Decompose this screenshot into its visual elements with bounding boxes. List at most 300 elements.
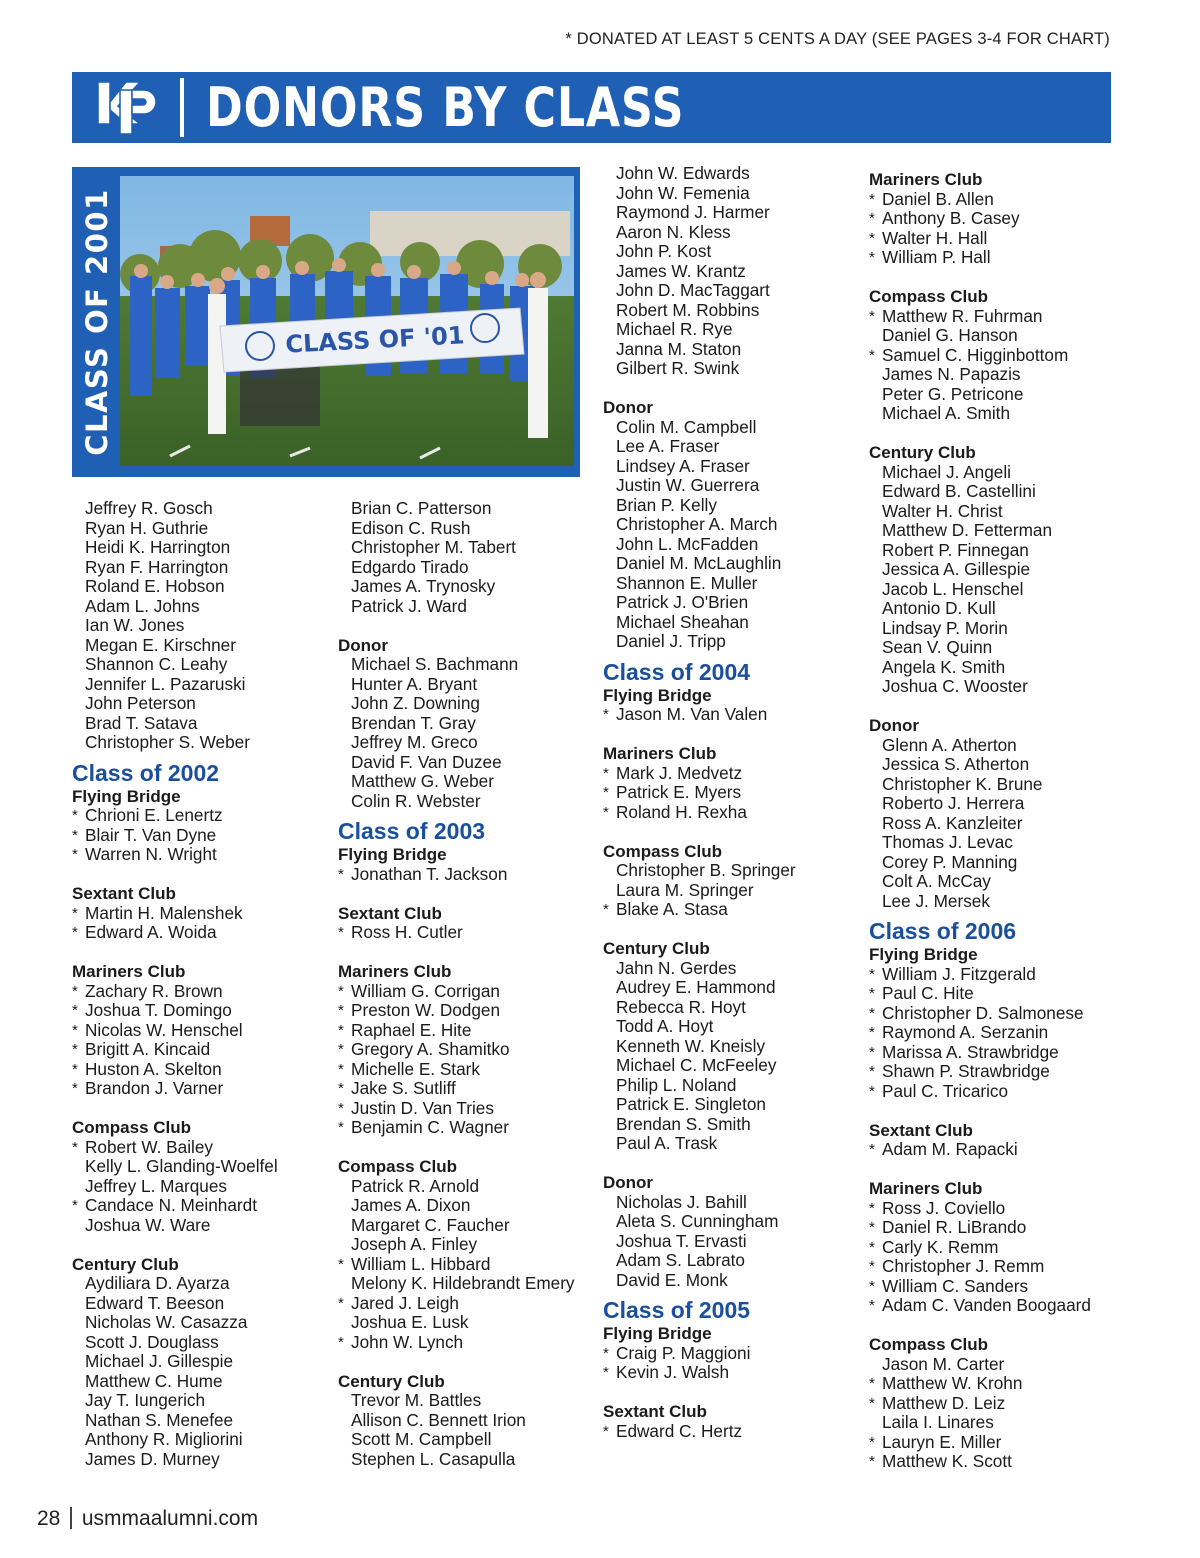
donor-name-text: Jeffrey M. Greco — [351, 732, 478, 752]
star-icon: * — [603, 901, 609, 918]
donor-name — [338, 499, 588, 519]
donor-name — [603, 1193, 853, 1213]
donor-name — [338, 733, 588, 753]
donor-name-text: Hunter A. Bryant — [351, 673, 478, 694]
star-icon: * — [72, 1002, 78, 1019]
footer-divider — [70, 1507, 72, 1529]
donor-name-text: Adam M. Rapacki — [882, 1139, 1018, 1159]
donor-name — [338, 1099, 588, 1119]
star-icon: * — [869, 1375, 875, 1392]
donor-name — [869, 404, 1119, 424]
star-icon: * — [603, 803, 609, 821]
donor-name — [869, 1413, 1119, 1433]
donor-name — [603, 1271, 853, 1291]
donor-name-text: Matthew D. Fetterman — [882, 520, 1053, 540]
donor-name-text: Scott M. Campbell — [351, 1429, 492, 1449]
donor-name — [869, 326, 1119, 346]
donor-club-heading: Mariners Club — [869, 170, 983, 189]
donor-name — [603, 476, 853, 496]
donor-name-text: Margaret C. Faucher — [351, 1214, 510, 1235]
donor-name-text: John W. Lynch — [351, 1331, 464, 1352]
donor-name — [72, 694, 322, 714]
donor-name-text: Christopher M. Tabert — [351, 537, 516, 557]
donor-name — [72, 577, 322, 597]
donor-name — [869, 1374, 1119, 1394]
donor-name — [869, 190, 1119, 210]
star-icon: * — [338, 1080, 344, 1097]
donor-name-text: Joshua T. Ervasti — [616, 1230, 747, 1251]
donor-name — [338, 1294, 588, 1314]
donor-name — [72, 1079, 322, 1099]
donor-name-text: Lee A. Fraser — [616, 436, 720, 456]
donor-name — [869, 775, 1119, 795]
star-icon: * — [338, 1021, 344, 1039]
donor-name-text: Patrick J. Ward — [351, 595, 467, 616]
donor-column-1 — [72, 499, 322, 1469]
class-year-heading: Class of 2005 — [603, 1297, 751, 1323]
donor-name — [869, 1296, 1119, 1316]
donor-name — [338, 1196, 588, 1216]
donor-club-heading: Donor — [603, 1173, 654, 1192]
star-icon: * — [72, 807, 78, 824]
donor-name-text: Colin M. Campbell — [616, 416, 757, 437]
donor-name-text: Janna M. Staton — [616, 338, 742, 359]
donor-name — [869, 814, 1119, 834]
donor-name — [603, 223, 853, 243]
donor-name — [603, 281, 853, 301]
page-number: 28 — [37, 1507, 61, 1530]
donor-club-heading: Donor — [869, 716, 920, 735]
donor-name — [869, 346, 1119, 366]
donor-name — [72, 1333, 322, 1353]
star-icon: * — [869, 1258, 875, 1275]
donor-name-text: Jessica S. Atherton — [882, 754, 1030, 774]
section-spacer — [72, 943, 322, 963]
donor-name — [603, 705, 853, 725]
star-icon: * — [603, 1422, 609, 1440]
donor-name-text: Adam C. Vanden Boogaard — [882, 1295, 1091, 1315]
donor-name — [869, 229, 1119, 249]
donor-name-text: Joshua E. Lusk — [351, 1312, 469, 1332]
donor-name — [72, 1001, 322, 1021]
donor-name-text: Candace N. Meinhardt — [85, 1195, 257, 1215]
donor-name — [603, 632, 853, 652]
donor-name-text: Paul A. Trask — [616, 1133, 718, 1153]
donor-name-text: Aleta S. Cunningham — [616, 1211, 779, 1231]
donor-name — [338, 558, 588, 578]
donor-name — [869, 984, 1119, 1004]
donor-name-text: Brian P. Kelly — [616, 494, 717, 515]
section-spacer — [869, 1160, 1119, 1180]
donor-name-text: Christopher B. Springer — [616, 860, 796, 880]
donor-name-text: William G. Corrigan — [351, 980, 500, 1001]
donor-name-text: Allison C. Bennett Irion — [351, 1409, 526, 1430]
donor-name-text: Edgardo Tirado — [351, 556, 469, 577]
donor-name-text: John Z. Downing — [351, 693, 480, 713]
donor-name-text: Lindsay P. Morin — [882, 617, 1008, 638]
donor-name — [338, 597, 588, 617]
section-spacer — [338, 943, 588, 963]
donor-name-text: Shawn P. Strawbridge — [882, 1061, 1050, 1081]
donor-column-4 — [869, 170, 1119, 1472]
donor-name-text: Glenn A. Atherton — [882, 734, 1017, 755]
donor-name — [603, 203, 853, 223]
donor-name-text: Anthony B. Casey — [882, 208, 1020, 228]
donor-name-text: Daniel J. Tripp — [616, 631, 726, 651]
donor-name-text: Adam L. Johns — [85, 595, 200, 616]
donor-name-text: Christopher K. Brune — [882, 773, 1043, 794]
donor-name — [603, 359, 853, 379]
donor-name-text: Ross H. Cutler — [351, 922, 463, 942]
donor-name — [603, 574, 853, 594]
donor-name-text: David F. Van Duzee — [351, 751, 502, 772]
donor-club-heading: Compass Club — [869, 1335, 989, 1354]
donor-name — [603, 164, 853, 184]
donor-name — [72, 1450, 322, 1470]
donor-name-text: Aaron N. Kless — [616, 221, 731, 242]
donor-club-heading: Mariners Club — [338, 962, 452, 981]
donor-name — [72, 1372, 322, 1392]
donor-name — [603, 978, 853, 998]
donor-name-text: Ross J. Coviello — [882, 1197, 1006, 1218]
donor-name-text: Matthew C. Hume — [85, 1370, 223, 1391]
donor-name-text: Megan E. Kirschner — [85, 634, 236, 655]
donor-name-text: Daniel M. McLaughlin — [616, 553, 782, 573]
donor-name-text: Jared J. Leigh — [351, 1292, 459, 1313]
donor-name-text: Paul C. Hite — [882, 983, 974, 1003]
donor-name — [869, 736, 1119, 756]
class-year-heading: Class of 2003 — [338, 818, 486, 844]
donor-name — [338, 1118, 588, 1138]
donor-name-text: Joshua T. Domingo — [85, 1000, 232, 1020]
donor-name-text: Ryan H. Guthrie — [85, 517, 209, 538]
donor-name — [338, 1079, 588, 1099]
star-icon: * — [72, 1197, 78, 1214]
star-icon: * — [869, 1394, 875, 1412]
donor-name — [338, 714, 588, 734]
section-spacer — [869, 1316, 1119, 1336]
donor-club-heading: Compass Club — [338, 1157, 458, 1176]
donor-name-text: Christopher A. March — [616, 514, 778, 534]
donor-name-text: Joshua W. Ware — [85, 1214, 211, 1235]
donor-name — [869, 599, 1119, 619]
donor-name — [869, 560, 1119, 580]
donor-name — [869, 209, 1119, 229]
donor-name-text: Audrey E. Hammond — [616, 977, 776, 997]
donor-name-text: William L. Hibbard — [351, 1253, 491, 1274]
donor-club-heading: Sextant Club — [72, 884, 176, 903]
star-icon: * — [338, 1255, 344, 1273]
donor-club-heading: Century Club — [869, 443, 976, 462]
donor-name-text: James D. Murney — [85, 1448, 220, 1469]
photo-side-label: CLASS OF 2001 — [80, 188, 115, 456]
donor-name-text: Zachary R. Brown — [85, 980, 223, 1001]
donor-name-text: Rebecca R. Hoyt — [616, 996, 746, 1017]
section-spacer — [72, 865, 322, 885]
donor-name — [338, 1450, 588, 1470]
donor-name — [603, 959, 853, 979]
section-spacer — [338, 616, 588, 636]
star-icon: * — [869, 1004, 875, 1022]
donor-name-text: Chrioni E. Lenertz — [85, 805, 223, 825]
donor-name-text: Blake A. Stasa — [616, 899, 728, 919]
donor-name — [72, 1313, 322, 1333]
donor-name-text: Adam S. Labrato — [616, 1250, 745, 1270]
donor-name — [603, 1232, 853, 1252]
star-icon: * — [869, 190, 875, 208]
donor-name-text: Laila I. Linares — [882, 1412, 994, 1432]
donor-name-text: John P. Kost — [616, 241, 712, 261]
star-icon: * — [869, 1043, 875, 1061]
star-icon: * — [869, 985, 875, 1002]
donor-name — [603, 535, 853, 555]
donor-name-text: Jacob L. Henschel — [882, 578, 1024, 599]
banner-divider — [180, 78, 184, 137]
donor-name — [72, 1060, 322, 1080]
donor-club-heading: Flying Bridge — [338, 845, 447, 864]
donor-name-text: Jahn N. Gerdes — [616, 957, 737, 978]
donor-name-text: Brendan S. Smith — [616, 1113, 751, 1134]
donor-name — [338, 1274, 588, 1294]
donor-name-text: Lindsey A. Fraser — [616, 455, 750, 476]
star-icon: * — [603, 1344, 609, 1362]
donor-name-text: Melony K. Hildebrandt Emery — [351, 1273, 575, 1293]
donor-name-text: John L. McFadden — [616, 533, 759, 554]
donor-name-text: Jeffrey L. Marques — [85, 1175, 228, 1196]
donor-name — [869, 365, 1119, 385]
donor-name — [869, 1257, 1119, 1277]
website-link[interactable]: usmmaalumni.com — [81, 1507, 259, 1530]
donor-name — [869, 1355, 1119, 1375]
donor-name — [869, 794, 1119, 814]
donor-name — [603, 1115, 853, 1135]
star-icon: * — [72, 846, 78, 863]
donor-name — [869, 638, 1119, 658]
donor-name — [338, 1333, 588, 1353]
donor-name — [603, 593, 853, 613]
donor-name — [603, 301, 853, 321]
donor-name-text: Brandon J. Varner — [85, 1078, 224, 1098]
kp-logo-icon — [94, 76, 160, 138]
donor-name-text: Matthew W. Krohn — [882, 1373, 1023, 1393]
star-icon: * — [869, 1063, 875, 1080]
class-year-heading: Class of 2002 — [72, 759, 220, 786]
donor-name — [869, 1199, 1119, 1219]
donor-name-text: Jason M. Van Valen — [616, 704, 768, 724]
class-year-heading: Class of 2004 — [603, 658, 751, 685]
donor-name — [338, 1001, 588, 1021]
donor-name-text: Gilbert R. Swink — [616, 358, 740, 378]
donor-name — [869, 677, 1119, 697]
donor-name-text: Ryan F. Harrington — [85, 556, 229, 577]
star-icon: * — [338, 1099, 344, 1117]
donor-name — [869, 658, 1119, 678]
donor-name-text: Craig P. Maggioni — [616, 1342, 751, 1363]
section-spacer — [869, 697, 1119, 717]
donor-name-text: Heidi K. Harrington — [85, 537, 231, 557]
star-icon: * — [869, 249, 875, 266]
donor-name — [72, 845, 322, 865]
donor-name — [603, 1134, 853, 1154]
donor-name — [338, 1216, 588, 1236]
donor-name-text: Edward A. Woida — [85, 922, 217, 942]
donor-name — [72, 1040, 322, 1060]
donor-name-text: Michael S. Bachmann — [351, 654, 519, 674]
donor-club-heading: Century Club — [338, 1371, 445, 1391]
donor-name-text: Lauryn E. Miller — [882, 1431, 1002, 1452]
donor-name-text: Daniel R. LiBrando — [882, 1217, 1027, 1237]
donor-name-text: Joseph A. Finley — [351, 1234, 478, 1254]
donor-name-text: Brigitt A. Kincaid — [85, 1039, 211, 1059]
donor-name-text: Scott J. Douglass — [85, 1331, 219, 1352]
donor-club-heading: Flying Bridge — [603, 1324, 712, 1343]
donor-name-text: Roland E. Hobson — [85, 576, 225, 596]
donor-name — [869, 1023, 1119, 1043]
donor-name-text: Kenneth W. Kneisly — [616, 1035, 766, 1056]
donor-name-text: William C. Sanders — [882, 1275, 1029, 1296]
donor-name-text: Ross A. Kanzleiter — [882, 812, 1023, 833]
donor-club-heading: Donor — [603, 398, 654, 417]
star-icon: * — [72, 1060, 78, 1078]
donor-club-heading: Compass Club — [869, 287, 989, 306]
donor-name — [603, 184, 853, 204]
donor-name-text: Todd A. Hoyt — [616, 1016, 714, 1036]
donor-column-3 — [603, 164, 853, 1441]
donor-name — [603, 554, 853, 574]
donor-club-heading: Mariners Club — [72, 962, 186, 981]
donor-name-text: Stephen L. Casapulla — [351, 1448, 516, 1469]
donor-name-text: Walter H. Christ — [882, 500, 1003, 521]
donor-name — [72, 1411, 322, 1431]
donor-name — [869, 521, 1119, 541]
donor-name-text: Robert M. Robbins — [616, 299, 760, 320]
donor-name — [603, 1363, 853, 1383]
donor-name — [72, 597, 322, 617]
star-icon: * — [869, 1199, 875, 1217]
section-spacer — [603, 1383, 853, 1403]
donor-name-text: John Peterson — [85, 693, 196, 713]
donor-name — [338, 519, 588, 539]
donor-name-text: James W. Krantz — [616, 260, 746, 281]
donor-name — [72, 655, 322, 675]
section-spacer — [603, 920, 853, 940]
section-spacer — [338, 1138, 588, 1158]
donor-name — [603, 613, 853, 633]
section-spacer — [603, 1154, 853, 1174]
donor-name-text: Daniel G. Hanson — [882, 325, 1018, 345]
donor-name — [603, 437, 853, 457]
star-icon: * — [869, 229, 875, 247]
donor-name — [72, 1391, 322, 1411]
donor-name-text: Michael J. Gillespie — [85, 1351, 234, 1371]
star-icon: * — [603, 1364, 609, 1381]
section-spacer — [869, 268, 1119, 288]
star-icon: * — [869, 1082, 875, 1100]
star-icon: * — [338, 1060, 344, 1078]
donor-name — [338, 792, 588, 812]
donor-name-text: Thomas J. Levac — [882, 832, 1013, 852]
star-icon: * — [869, 210, 875, 227]
donor-name-text: Colt A. McCay — [882, 871, 991, 891]
donor-name — [338, 1177, 588, 1197]
star-icon: * — [869, 346, 875, 364]
donor-name-text: Edward B. Castellini — [882, 481, 1036, 501]
donor-name-text: Warren N. Wright — [85, 844, 217, 864]
donor-name-text: Michael Sheahan — [616, 611, 749, 632]
donor-name — [869, 892, 1119, 912]
donor-name — [869, 1394, 1119, 1414]
donor-name-text: Edison C. Rush — [351, 517, 471, 538]
donor-name-text: Corey P. Manning — [882, 851, 1018, 872]
donor-name-text: Lee J. Mersek — [882, 890, 990, 911]
donor-name — [603, 1076, 853, 1096]
donor-name — [338, 1040, 588, 1060]
star-icon: * — [869, 1453, 875, 1470]
star-icon: * — [869, 1219, 875, 1236]
donor-name — [869, 580, 1119, 600]
donor-name — [869, 541, 1119, 561]
donor-name — [338, 923, 588, 943]
star-icon: * — [869, 1297, 875, 1314]
page-banner — [72, 72, 1111, 143]
donor-name — [338, 1411, 588, 1431]
donor-name — [603, 1017, 853, 1037]
donor-name-text: Carly K. Remm — [882, 1236, 999, 1257]
donor-name — [603, 900, 853, 920]
donor-name — [869, 248, 1119, 268]
star-icon: * — [338, 924, 344, 941]
star-icon: * — [338, 1002, 344, 1019]
donor-name — [869, 872, 1119, 892]
donor-name-text: Trevor M. Battles — [351, 1390, 482, 1410]
donor-name-text: Antonio D. Kull — [882, 598, 996, 618]
donor-name-text: Benjamin C. Wagner — [351, 1117, 509, 1137]
donor-name — [338, 675, 588, 695]
donor-name-text: John D. MacTaggart — [616, 280, 770, 300]
donor-name-text: Anthony R. Migliorini — [85, 1429, 243, 1449]
star-icon: * — [72, 982, 78, 1000]
star-icon: * — [72, 1138, 78, 1156]
star-icon: * — [72, 826, 78, 844]
donor-name-text: Nathan S. Menefee — [85, 1409, 234, 1430]
donor-name — [72, 636, 322, 656]
donor-name-text: Brendan T. Gray — [351, 712, 476, 733]
donor-club-heading: Sextant Club — [869, 1120, 973, 1140]
donor-name — [338, 538, 588, 558]
donor-club-heading: Flying Bridge — [72, 786, 181, 806]
donor-name — [338, 1430, 588, 1450]
donor-name — [72, 1294, 322, 1314]
donor-name-text: James N. Papazis — [882, 364, 1021, 384]
donor-name-text: Martin H. Malenshek — [85, 902, 243, 923]
donor-name — [603, 1251, 853, 1271]
star-icon: * — [869, 1277, 875, 1295]
donor-name — [72, 982, 322, 1002]
donor-club-heading: Sextant Club — [338, 903, 442, 923]
page-footer — [37, 1507, 258, 1531]
donor-name — [338, 655, 588, 675]
donor-name — [603, 783, 853, 803]
donor-name — [603, 320, 853, 340]
donor-name-text: Marissa A. Strawbridge — [882, 1041, 1059, 1062]
donor-name-text: Colin R. Webster — [351, 790, 481, 811]
donor-name-text: Roland H. Rexha — [616, 801, 747, 822]
section-spacer — [603, 725, 853, 745]
donor-name — [338, 1391, 588, 1411]
donor-name-text: Justin W. Guerrera — [616, 475, 760, 495]
star-icon: * — [338, 982, 344, 1000]
donor-name-text: Huston A. Skelton — [85, 1058, 222, 1079]
